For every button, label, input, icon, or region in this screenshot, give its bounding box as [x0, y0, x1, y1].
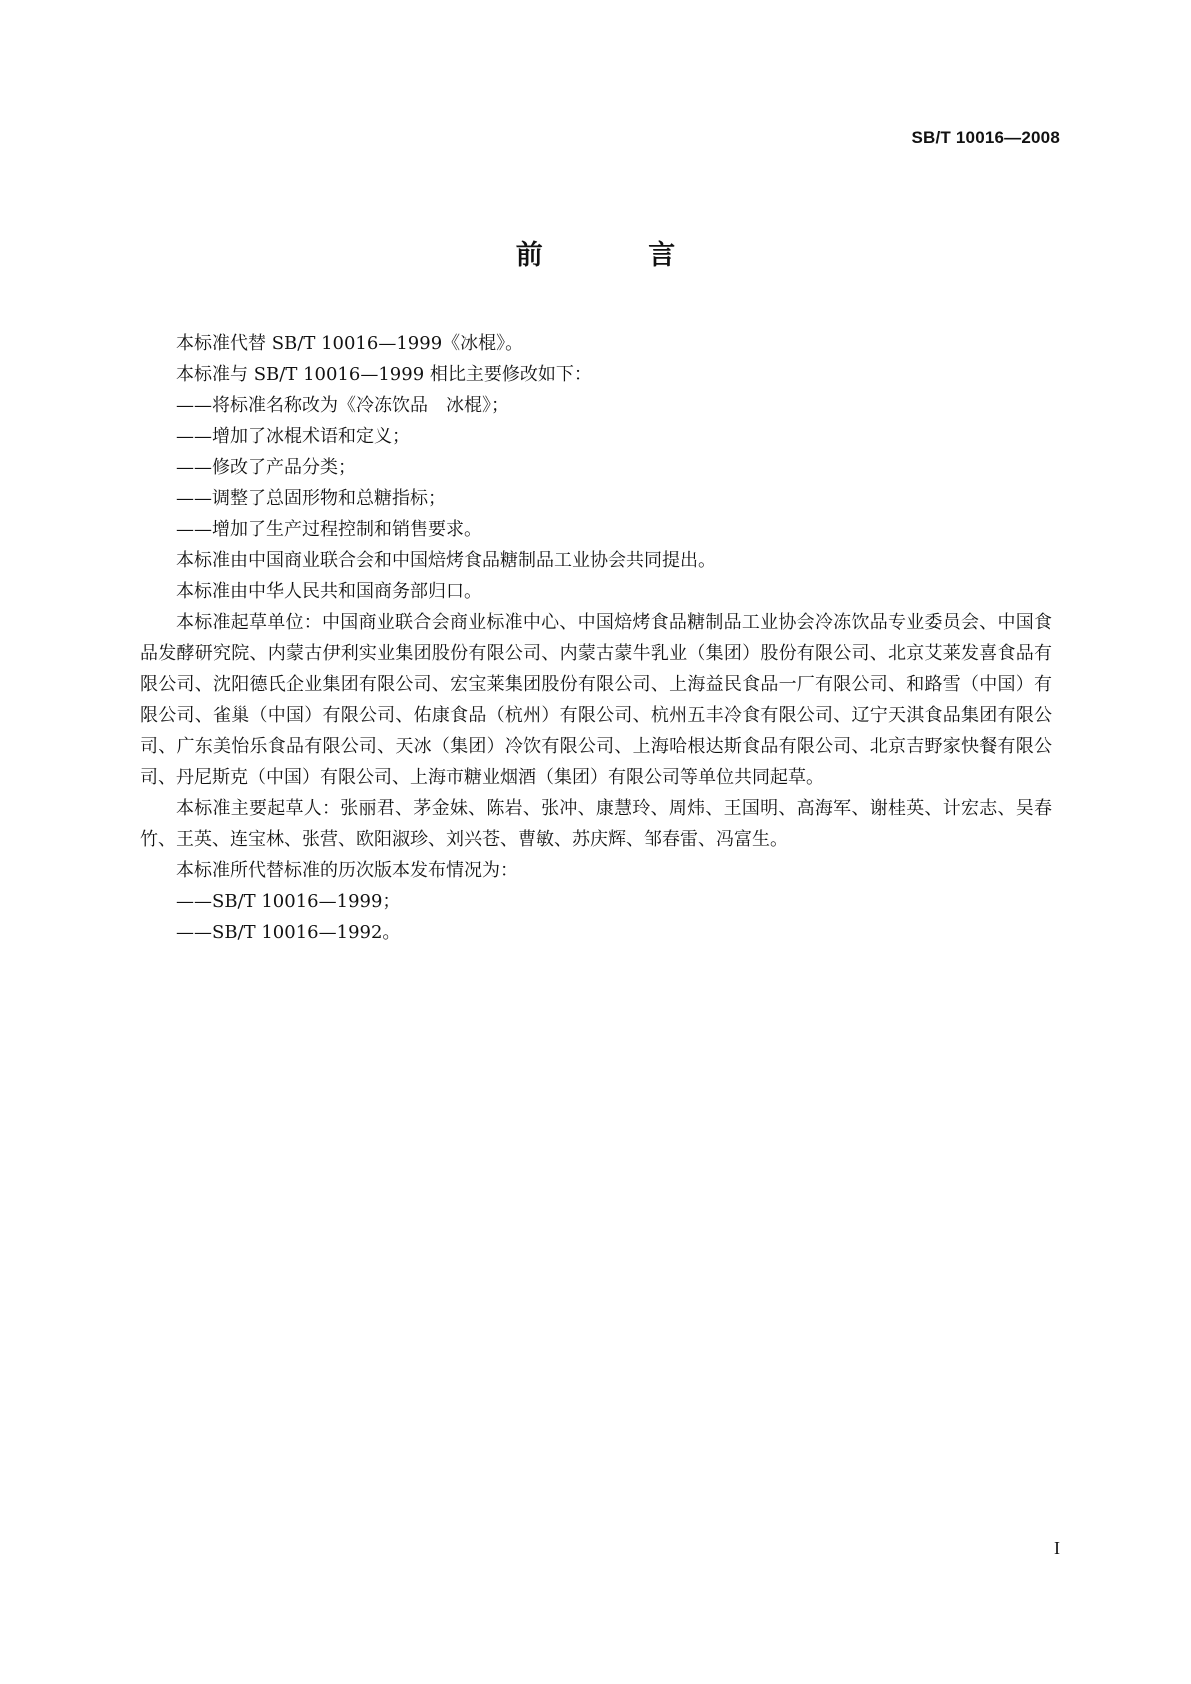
change-item-indicators: ——调整了总固形物和总糖指标；: [176, 488, 446, 509]
paragraph-proposed-by: 本标准由中国商业联合会和中国焙烤食品糖制品工业协会共同提出。: [176, 550, 716, 571]
page-title: 前 言: [515, 240, 724, 271]
paragraph-changes-intro: 本标准与 SB/T 10016—1999 相比主要修改如下：: [176, 364, 592, 385]
change-item-classification: ——修改了产品分类；: [176, 457, 356, 478]
foreword-body: [140, 328, 1052, 948]
paragraph-under-jurisdiction: 本标准由中华人民共和国商务部归口。: [176, 581, 482, 602]
paragraph-previous-editions: 本标准所代替标准的历次版本发布情况为：: [176, 860, 518, 881]
standard-number: SB/T 10016—2008: [911, 128, 1060, 147]
page-number: I: [1054, 1538, 1060, 1558]
change-item-requirements: ——增加了生产过程控制和销售要求。: [176, 519, 482, 540]
previous-edition-1992: ——SB/T 10016—1992。: [176, 922, 401, 943]
change-item-rename: ——将标准名称改为《冷冻饮品 冰棍》；: [176, 395, 509, 416]
paragraph-replaces: 本标准代替 SB/T 10016—1999《冰棍》。: [176, 333, 524, 354]
paragraph-drafters: 本标准主要起草人：张丽君、茅金妹、陈岩、张冲、康慧玲、周炜、王国明、高海军、谢桂英、计宏志、吴春竹、王英、连宝林、张营、欧阳淑珍、刘兴苍、曹敏、苏庆辉、邹春雷、冯富生。: [140, 798, 1052, 850]
change-item-terms: ——增加了冰棍术语和定义；: [176, 426, 410, 447]
previous-edition-1999: ——SB/T 10016—1999；: [176, 891, 401, 912]
paragraph-drafting-units: 本标准起草单位：中国商业联合会商业标准中心、中国焙烤食品糖制品工业协会冷冻饮品专业委员会、中国食品发酵研究院、内蒙古伊利实业集团股份有限公司、内蒙古蒙牛乳业（集团）股份有限公司、北京艾莱发喜食品有限公司、沈阳德氏企业集团有限公司、宏宝莱集团股份有限公司、上海益民食品一厂有限公司、和路雪（中国）有限公司、雀巢（中国）有限公司、佑康食品（杭州）有限公司、杭州五丰冷食有限公司、辽宁天淇食品集团有限公司、广东美怡乐食品有限公司、天冰（集团）冷饮有限公司、上海哈根达斯食品有限公司、北京吉野家快餐有限公司、丹尼斯克（中国）有限公司、上海市糖业烟酒（集团）有限公司等单位共同起草。: [140, 612, 1052, 788]
